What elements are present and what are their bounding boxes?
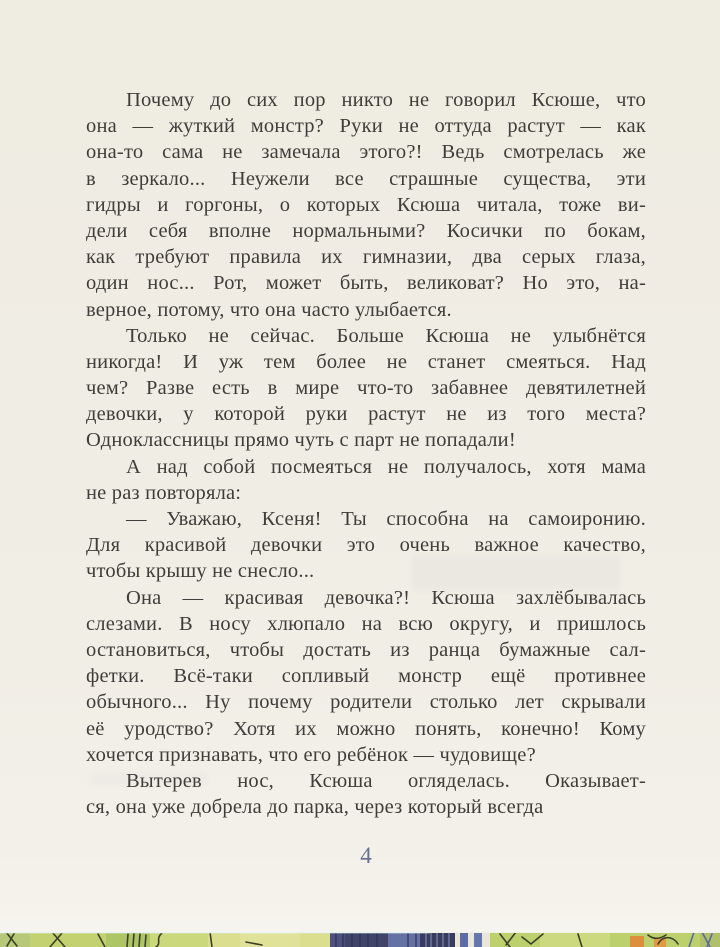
next-page-illustration [0,932,720,947]
text-line: гидры и горгоны, о которых Ксюша читала, тоже ви- [86,193,646,216]
text-line: Только не сейчас. Больше Ксюша не улыбнётся [126,324,646,347]
text-line: девочки, у которой руки растут не из того места? [86,403,646,426]
body-text [86,87,646,820]
paragraph [86,323,646,454]
text-line: Для красивой девочки это очень важное качество, [86,534,646,557]
text-line: в зеркало... Неужели все страшные существа, эти [86,167,646,190]
text-line: фетки. Всё-таки сопливый монстр ещё противнее [86,665,646,688]
text-line: один нос... Рот, может быть, великоват? Но это, на- [86,272,646,295]
paragraph [86,585,646,768]
paragraph [86,454,646,506]
text-line: остановиться, чтобы достать из ранца бумажные сал- [86,638,646,661]
text-line: как требуют правила их гимназии, два серых глаза, [86,246,646,269]
text-line: ся, она уже добрела до парка, через который всегда [86,796,544,819]
text-line: верное, потому, что она часто улыбается. [86,298,452,321]
text-line: обычного... Ну почему родители столько лет скрывали [86,691,646,714]
text-line: чтобы крышу не снесло... [86,560,315,583]
text-line: хочется признавать, что его ребёнок — чудовище? [86,743,536,766]
text-line: дели себя вполне нормальными? Косички по бокам, [86,219,646,242]
paragraph [86,87,646,323]
text-line: Вытерев нос, Ксюша огляделась. Оказывает- [126,769,646,792]
text-line: — Уважаю, Ксеня! Ты способна на самоиронию. [126,508,646,530]
text-line: её уродство? Хотя их можно понять, конечно! Кому [86,717,646,740]
text-line: слезами. В носу хлюпало на всю округу, и пришлось [86,612,646,635]
text-line: она — жуткий монстр? Руки не оттуда растут — как [86,115,646,138]
text-line: она-то сама не замечала этого?! Ведь смотрелась же [86,141,646,164]
text-line: Почему до сих пор никто не говорил Ксюше, что [126,89,646,111]
text-line: Одноклассницы прямо чуть с парт не попадали! [86,429,516,452]
page-number: 4 [360,843,372,868]
text-line: Она — красивая девочка?! Ксюша захлёбывалась [126,586,646,609]
text-line: чем? Разве есть в мире что-то забавнее девятилетней [86,377,646,400]
text-line: никогда! И уж тем более не станет смеяться. Над [86,350,646,373]
paragraph [86,768,646,820]
text-line: А над собой посмеяться не получалось, хотя мама [126,455,646,478]
paragraph [86,506,646,585]
text-line: не раз повторяла: [86,481,242,504]
